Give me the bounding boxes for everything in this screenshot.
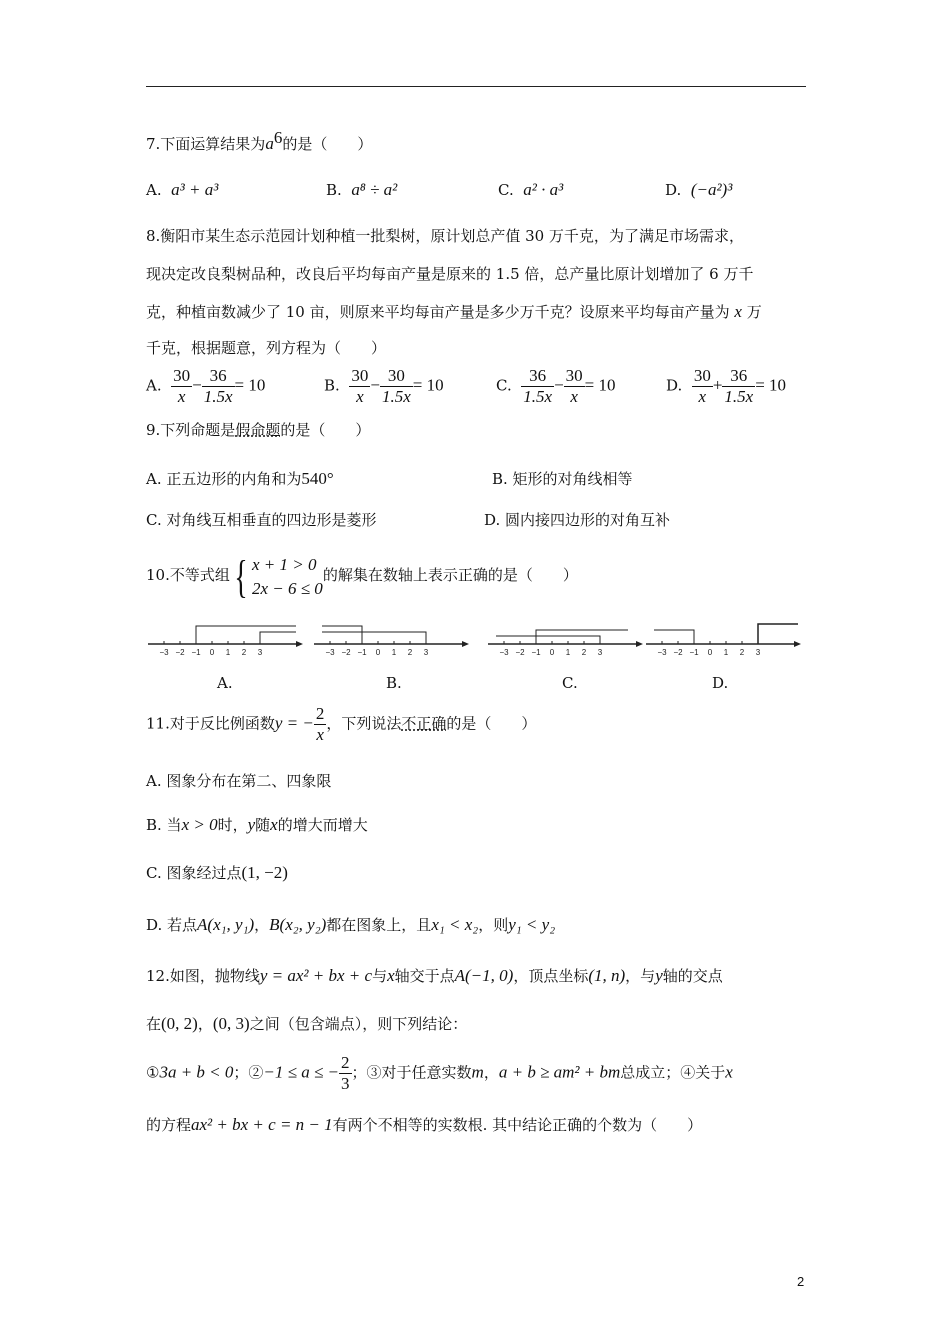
tick-label: 1 [565,648,571,657]
tick-label: 3 [257,648,263,657]
math: a + b ≥ am² + bm [498,1062,621,1082]
numerator: 30 [351,366,369,385]
math: −1 ≤ a ≤ − [263,1062,340,1082]
math: (0, 3) [212,1014,250,1033]
q7-option-a[interactable] [146,180,218,200]
q11-option-a[interactable]: A. 图象分布在第二、四象限 [146,772,332,790]
q9-stem-a: 9.下列命题是 [146,421,236,439]
tick-label: −2 [175,648,185,657]
fraction [349,366,370,407]
header-rule [146,86,806,87]
q11-stem [146,704,536,745]
text: 的方程 [146,1116,192,1134]
option-expr: (−a²)³ [690,180,733,199]
q11-stem-c: 的是（ ） [446,714,537,733]
text: 在 [146,1015,162,1033]
text: 总成立；④关于 [620,1063,726,1082]
text: ， [483,1063,499,1082]
option-text: ， [254,916,270,934]
tick-label: −2 [673,648,683,657]
tick-label: −3 [159,648,169,657]
text: 有两个不相等的实数根. 其中结论正确的个数为（ ） [332,1116,703,1134]
q10-stem-a: 10.不等式组 [146,566,230,584]
tick-label: 0 [707,648,713,657]
q10-option-b-label[interactable]: B. [386,674,402,692]
text: ， [197,1015,213,1033]
math: x [387,966,395,985]
denominator: 1.5x [724,387,754,406]
math: y = ax² + bx + c [259,966,373,985]
tick-label: 3 [423,648,429,657]
option-text: B. 当 [146,816,182,834]
q10-stem-b: 的解集在数轴上表示正确的是（ ） [322,566,578,584]
denominator: 1.5x [203,387,233,406]
option-math: 540° [301,469,334,488]
option-text: ，则 [478,916,509,934]
math: y [655,966,663,985]
option-label: D. [665,181,682,199]
fraction [380,366,413,407]
q7-stem [146,128,373,154]
q11-option-d[interactable] [146,915,555,935]
q8-line-3-end: 万 [746,303,762,321]
option-text: A. 正五边形的内角和为 [146,470,302,488]
numerator: 36 [202,366,235,387]
q11-option-c[interactable] [146,863,288,883]
numerator: 36 [521,366,554,387]
tick-label: 1 [225,648,231,657]
text: 12.如图，抛物线 [146,967,260,985]
rhs: = 10 [234,375,266,395]
q10-numberline-b[interactable] [312,620,472,660]
math: 3a + b < 0 [159,1062,234,1082]
q8-var-x: x [734,302,742,321]
q7-stem-end: 的是（ ） [282,135,373,153]
tick-label: 3 [755,648,761,657]
text: 轴交于点 [394,967,455,985]
tick-label: 1 [723,648,729,657]
inequality-system: { x + 1 > 0 2x − 6 ≤ 0 [234,551,323,603]
numerator: 2 [315,704,325,723]
q10-numberline-d[interactable] [644,620,804,660]
denominator: x [698,387,707,406]
tick-label: −3 [657,648,667,657]
denominator: 3 [341,1074,350,1093]
option-label: C. [498,181,514,199]
tick-label: −2 [341,648,351,657]
q9-emphasis: 假命题 [235,421,281,439]
q11-function-lhs: y = − [274,713,314,733]
text: ；③对于任意实数 [351,1063,472,1082]
denominator: 1.5x [381,387,411,406]
option-text: 随 [255,816,271,834]
rhs: = 10 [755,375,787,395]
option-math: x₁ < x₂ [431,915,479,934]
option-math: B(x₂, y₂) [269,915,327,934]
q11-option-b[interactable] [146,815,368,835]
tick-label: −1 [357,648,367,657]
option-text: 的增大而增大 [277,816,368,834]
tick-label: 2 [407,648,413,657]
denominator: 1.5x [523,387,553,406]
text: 之间（包含端点），则下列结论： [249,1015,468,1033]
fraction [564,366,585,407]
tick-label: 2 [581,648,587,657]
denominator: x [356,387,364,406]
numerator: 30 [693,366,711,385]
q8-line-3 [146,302,762,322]
option-expr: a³ + a³ [171,180,219,199]
text: 与 [372,967,388,985]
option-math: y₁ < y₂ [508,915,556,934]
numerator: 30 [565,366,583,385]
q10-option-a-label[interactable]: A. [217,674,233,692]
text: ，顶点坐标 [513,967,589,985]
q11-stem-b: ，下列说法 [326,714,402,733]
inequality-row-1: x + 1 > 0 [251,555,317,575]
q9-stem [146,420,370,440]
tick-label: −3 [325,648,335,657]
q7-option-d[interactable] [665,180,732,200]
option-math: x > 0 [181,815,218,834]
math: ax² + bx + c = n − 1 [191,1115,333,1134]
q8-line-1: 8.衡阳市某生态示范园计划种植一批梨树，原计划总产值 30 万千克，为了满足市场需求， [146,227,744,245]
text: ，与 [625,967,656,985]
q8-option-c[interactable] [496,366,616,407]
tick-label: 0 [549,648,555,657]
math: A(−1, 0) [454,966,514,985]
rhs: = 10 [412,375,444,395]
q9-option-b[interactable]: B. 矩形的对角线相等 [492,470,633,488]
q7-option-c[interactable] [498,180,563,200]
operator: − [554,375,564,395]
math: (1, n) [588,966,626,985]
denominator: x [177,387,186,406]
q12-line-3 [146,1053,733,1094]
q7-option-b[interactable] [326,180,397,200]
fraction [171,366,192,407]
tick-label: −1 [191,648,201,657]
math: x [725,1062,733,1082]
q8-line-3-text: 克，种植亩数减少了 10 亩，则原来平均每亩产量是多少万千克？设原来平均每亩产量为 [146,303,730,321]
option-label: B. [326,181,342,199]
fraction [202,366,235,407]
tick-label: 0 [209,648,215,657]
tick-label: −1 [689,648,699,657]
numerator: 30 [173,366,191,385]
q9-option-a[interactable] [146,469,334,489]
text: ① [146,1063,160,1082]
q10-option-d-label[interactable]: D. [712,674,729,692]
q7-stem-sup: 6 [273,128,283,147]
math: (0, 2) [161,1014,198,1033]
operator: + [712,375,723,395]
q10-stem [146,550,578,601]
tick-label: 2 [739,648,745,657]
option-label: A. [146,376,162,395]
numerator: 36 [722,366,755,387]
q8-option-b[interactable] [324,366,444,407]
option-expr: a⁸ ÷ a² [351,180,398,199]
q8-option-a[interactable] [146,366,265,407]
denominator: x [570,387,578,406]
option-math: A(x₁, y₁) [197,915,255,934]
q8-line-2: 现决定改良梨树品种，改良后平均每亩产量是原来的 1.5 倍，总产量比原计划增加了 6 万千 [146,265,754,283]
option-expr: a² · a³ [523,180,564,199]
option-text: 时， [217,816,248,834]
q9-option-c[interactable]: C. 对角线互相垂直的四边形是菱形 [146,511,377,529]
option-label: C. [496,376,512,395]
rhs: = 10 [584,375,616,395]
tick-label: −1 [531,648,541,657]
fraction [314,704,327,745]
q7-stem-text: 7.下面运算结果为 [146,135,266,153]
text: ；② [233,1063,264,1082]
q9-option-d[interactable]: D. 圆内接四边形的对角互补 [484,511,671,529]
operator: − [370,375,380,395]
fraction [339,1053,352,1094]
q11-emphasis: 不正确 [401,714,447,733]
denominator: x [316,725,324,744]
math: m [471,1062,484,1082]
q8-option-d[interactable] [666,366,786,407]
option-label: B. [324,376,340,395]
q10-option-c-label[interactable]: C. [562,674,578,692]
text: 轴的交点 [662,967,723,985]
option-text: D. 若点 [146,916,198,934]
tick-label: −2 [515,648,525,657]
option-math: y [247,815,256,834]
option-text: C. 图象经过点 [146,864,242,882]
tick-label: 1 [391,648,397,657]
option-text: 都在图象上，且 [326,916,432,934]
numerator: 30 [380,366,413,387]
fraction [722,366,755,407]
tick-label: 2 [241,648,247,657]
option-math: (1, −2) [241,863,288,882]
option-label: A. [146,181,162,199]
tick-label: −3 [499,648,509,657]
q10-numberline-c[interactable] [486,620,646,660]
tick-label: 3 [597,648,603,657]
inequality-row-2: 2x − 6 ≤ 0 [251,579,323,599]
fraction [692,366,713,407]
option-math: x [270,815,278,834]
q11-stem-a: 11.对于反比例函数 [146,714,275,733]
q12-line-2 [146,1014,467,1034]
fraction [521,366,554,407]
q8-line-4: 千克，根据题意，列方程为（ ） [146,339,387,357]
q7-stem-math: a [265,134,274,153]
q9-stem-b: 的是（ ） [280,421,371,439]
q12-line-1 [146,966,723,986]
operator: − [192,375,202,395]
tick-label: 0 [375,648,381,657]
q12-line-4 [146,1115,702,1135]
q10-numberline-a[interactable] [146,620,306,660]
option-label: D. [666,376,683,395]
numerator: 2 [341,1053,350,1072]
page-number: 2 [797,1274,805,1289]
